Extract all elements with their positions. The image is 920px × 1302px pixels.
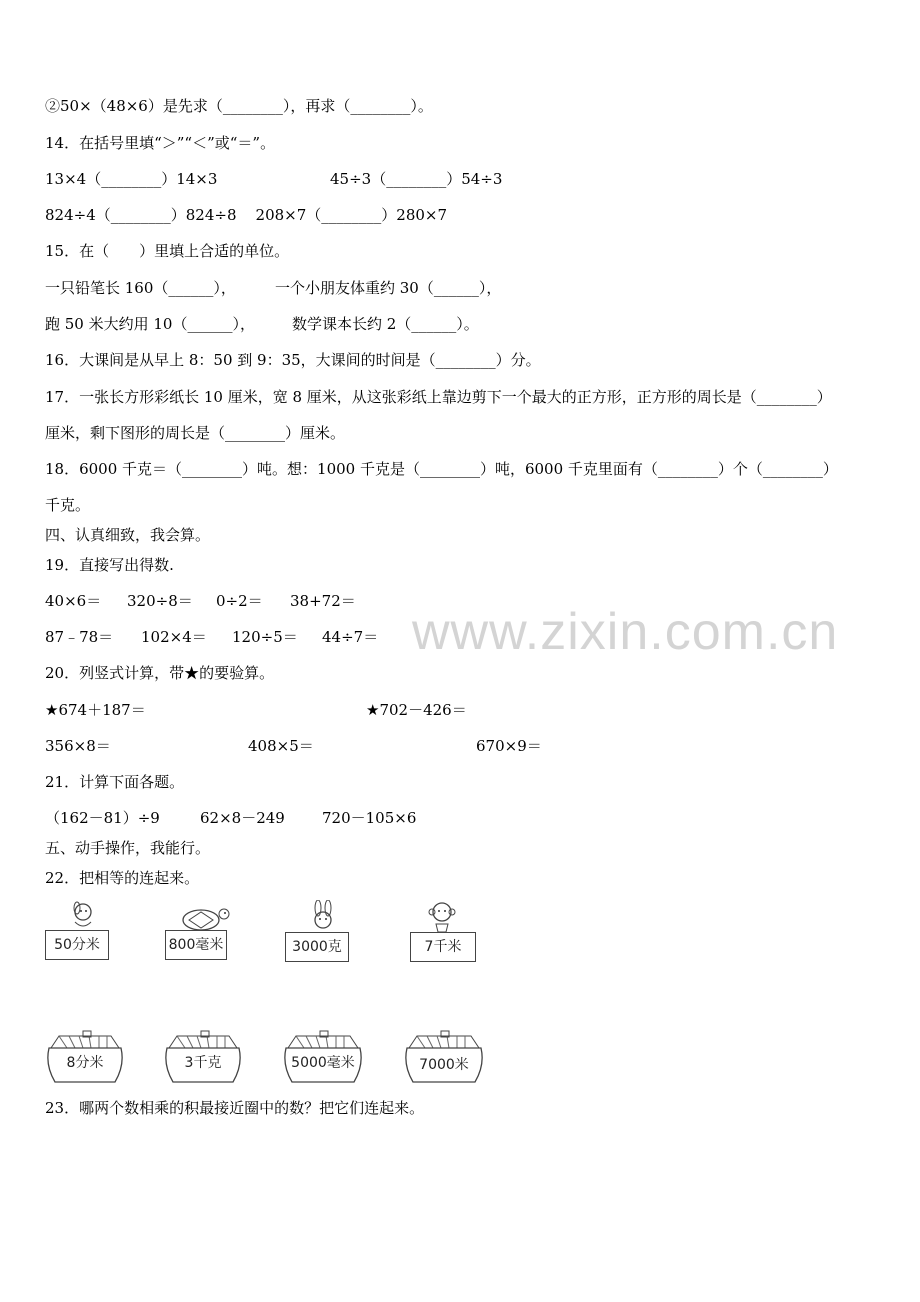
q14-row2: 824÷4（________）824÷8 208×7（________）280×7	[45, 206, 448, 224]
q15-d: 数学课本长约 2（______）。	[292, 315, 479, 333]
q22-title: 22．把相等的连起来。	[45, 869, 200, 887]
q20-item: ★674＋187＝	[45, 701, 146, 719]
q17-line2: 厘米，剩下图形的周长是（________）厘米。	[45, 424, 346, 442]
length-tag: 50分米	[45, 930, 109, 960]
q21-item: 720－105×6	[322, 809, 417, 827]
section-four-title: 四、认真细致，我会算。	[45, 526, 211, 544]
animal-card	[165, 900, 240, 965]
q15-title: 15．在（ ）里填上合适的单位。	[45, 242, 290, 260]
q17-line1: 17．一张长方形彩纸长 10 厘米，宽 8 厘米，从这张彩纸上靠边剪下一个最大的正方形，正方形的周长是（________）	[45, 388, 832, 406]
q20-item: 670×9＝	[476, 737, 542, 755]
q15-b: 一个小朋友体重约 30（______），	[275, 279, 502, 297]
q14-title: 14．在括号里填“＞”“＜”或“＝”。	[45, 134, 276, 152]
house-label: 8分米	[66, 1055, 104, 1071]
q20-item: 356×8＝	[45, 737, 111, 755]
q21-title: 21．计算下面各题。	[45, 773, 185, 791]
house-card	[403, 1030, 485, 1085]
animal-card	[285, 900, 360, 965]
q14-row1-right: 45÷3（________）54÷3	[330, 170, 503, 188]
q20-title: 20．列竖式计算，带★的要验算。	[45, 664, 275, 682]
turtle-icon	[173, 902, 233, 932]
q20-item: 408×5＝	[248, 737, 314, 755]
q16: 16．大课间是从早上 8：50 到 9：35，大课间的时间是（________）分。	[45, 351, 541, 369]
weight-tag: 3000克	[285, 932, 349, 962]
house-card	[163, 1030, 243, 1085]
q19-item: 120÷5＝	[232, 628, 298, 646]
q19-item: 38+72＝	[290, 592, 356, 610]
q13-part2: ②50×（48×6）是先求（________），再求（________）。	[45, 97, 433, 115]
monkey-icon	[422, 900, 462, 932]
section-five-title: 五、动手操作，我能行。	[45, 839, 211, 857]
rabbit-icon	[303, 900, 343, 930]
house-label: 3千克	[184, 1055, 222, 1071]
q19-item: 40×6＝	[45, 592, 102, 610]
q14-row1-left: 13×4（________）14×3	[45, 170, 218, 188]
q19-item: 102×4＝	[141, 628, 207, 646]
q19-item: 0÷2＝	[216, 592, 263, 610]
q21-item: （162－81）÷9	[45, 809, 160, 827]
house-label: 5000毫米	[291, 1055, 355, 1071]
q19-item: 320÷8＝	[127, 592, 193, 610]
q19-title: 19．直接写出得数.	[45, 556, 174, 574]
length-tag: 800毫米	[165, 930, 227, 960]
house-card	[45, 1030, 125, 1085]
q19-item: 44÷7＝	[322, 628, 379, 646]
animal-card	[410, 900, 485, 965]
q15-a: 一只铅笔长 160（______），	[45, 279, 236, 297]
dog-icon	[63, 900, 103, 930]
q15-c: 跑 50 米大约用 10（______），	[45, 315, 255, 333]
q19-item: 87﹣78＝	[45, 628, 114, 646]
animal-card	[45, 900, 120, 965]
q20-item: ★702－426＝	[366, 701, 467, 719]
house-card	[282, 1030, 364, 1085]
q23-title: 23．哪两个数相乘的积最接近圈中的数？把它们连起来。	[45, 1099, 425, 1117]
watermark: www.zixin.com.cn	[412, 603, 839, 661]
length-tag: 7千米	[410, 932, 476, 962]
q18-line2: 千克。	[45, 496, 91, 514]
q21-item: 62×8－249	[200, 809, 285, 827]
q18-line1: 18．6000 千克＝（________）吨。想：1000 千克是（________）吨，6000 千克里面有（________）个（________）	[45, 460, 838, 478]
house-label: 7000米	[419, 1057, 469, 1073]
